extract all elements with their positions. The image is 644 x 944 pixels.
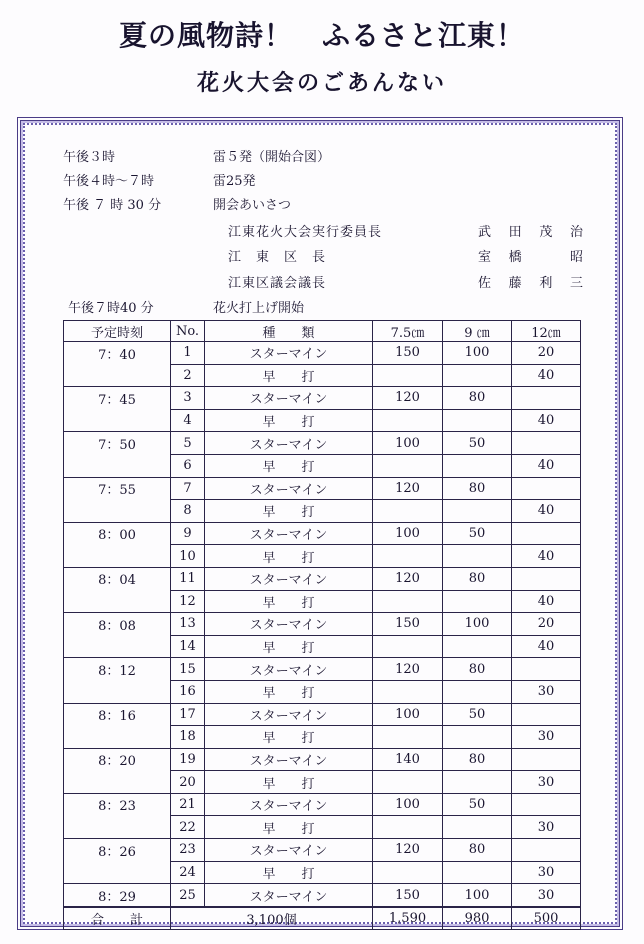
table-cell-kind: スターマイン — [205, 432, 373, 455]
table-cell-no: 15 — [171, 658, 205, 681]
table-cell-b — [443, 861, 512, 884]
table-cell-no: 13 — [171, 613, 205, 636]
column-header: 予定時刻 — [64, 321, 171, 342]
table-cell-kind: スターマイン — [205, 522, 373, 545]
table-cell-b — [443, 726, 512, 749]
table-cell-time — [64, 861, 171, 884]
table-row — [64, 545, 581, 568]
table-cell-a — [373, 500, 443, 523]
table-cell-no: 23 — [171, 839, 205, 862]
table-cell-a: 150 — [373, 884, 443, 907]
table-row — [64, 680, 581, 703]
table-cell-no: 4 — [171, 409, 205, 432]
table-cell-time — [64, 771, 171, 794]
table-cell-time: 8：26 — [64, 839, 171, 862]
table-cell-b: 50 — [443, 793, 512, 816]
table-cell-time: 8：29 — [64, 884, 171, 907]
schedule-event: 雷25発 — [213, 174, 256, 189]
table-cell-time: 8：04 — [64, 567, 171, 590]
table-row — [64, 500, 581, 523]
table-cell-c — [512, 658, 581, 681]
table-cell-kind: 早 打 — [205, 590, 373, 613]
column-header: No. — [171, 321, 205, 342]
table-cell-a: 120 — [373, 567, 443, 590]
table-row — [64, 635, 581, 658]
table-cell-no: 20 — [171, 771, 205, 794]
table-cell-no: 3 — [171, 387, 205, 410]
total-cell: 500 — [512, 907, 581, 930]
table-cell-b — [443, 364, 512, 387]
table-cell-kind: 早 打 — [205, 409, 373, 432]
table-cell-time: 8：16 — [64, 703, 171, 726]
table-cell-kind: 早 打 — [205, 726, 373, 749]
table-cell-kind: スターマイン — [205, 839, 373, 862]
table-cell-no: 14 — [171, 635, 205, 658]
table-cell-kind: 早 打 — [205, 861, 373, 884]
table-cell-kind: 早 打 — [205, 545, 373, 568]
table-row — [64, 861, 581, 884]
table-row — [64, 432, 581, 455]
table-cell-a: 100 — [373, 793, 443, 816]
guest-role: 江東花火大会実行委員長 — [228, 225, 383, 240]
table-cell-b — [443, 409, 512, 432]
table-cell-a: 150 — [373, 342, 443, 365]
table-cell-time — [64, 454, 171, 477]
table-cell-kind: スターマイン — [205, 658, 373, 681]
table-cell-a — [373, 545, 443, 568]
table-cell-kind: 早 打 — [205, 816, 373, 839]
table-cell-no: 17 — [171, 703, 205, 726]
table-cell-a: 120 — [373, 387, 443, 410]
table-row — [64, 839, 581, 862]
table-cell-c — [512, 522, 581, 545]
table-cell-b: 80 — [443, 839, 512, 862]
table-row — [64, 793, 581, 816]
table-cell-kind: スターマイン — [205, 613, 373, 636]
table-cell-c: 30 — [512, 816, 581, 839]
table-cell-b — [443, 680, 512, 703]
total-count: 3,100個 — [171, 907, 373, 930]
table-cell-time: 8：23 — [64, 793, 171, 816]
table-cell-b: 80 — [443, 748, 512, 771]
table-cell-c: 40 — [512, 590, 581, 613]
table-cell-c — [512, 432, 581, 455]
column-header: 12㎝ — [512, 321, 581, 342]
table-cell-a — [373, 771, 443, 794]
schedule-event: 雷５発（開始合図） — [213, 150, 331, 165]
schedule-time: 午後４時～７時 — [63, 174, 155, 189]
table-cell-kind: スターマイン — [205, 567, 373, 590]
table-cell-c: 30 — [512, 726, 581, 749]
table-cell-kind: 早 打 — [205, 635, 373, 658]
table-cell-no: 8 — [171, 500, 205, 523]
table-cell-no: 16 — [171, 680, 205, 703]
table-cell-kind: 早 打 — [205, 364, 373, 387]
total-cell: 1,590 — [373, 907, 443, 930]
table-cell-b: 80 — [443, 387, 512, 410]
fireworks-program-table — [63, 320, 581, 930]
table-row — [64, 613, 581, 636]
table-cell-no: 18 — [171, 726, 205, 749]
table-cell-time — [64, 590, 171, 613]
table-cell-c: 40 — [512, 635, 581, 658]
table-cell-no: 22 — [171, 816, 205, 839]
table-cell-no: 11 — [171, 567, 205, 590]
table-cell-b — [443, 635, 512, 658]
table-cell-a: 150 — [373, 613, 443, 636]
guest-role: 江東区議会議長 — [228, 276, 327, 291]
table-cell-time: 8：08 — [64, 613, 171, 636]
table-cell-time: 7：50 — [64, 432, 171, 455]
table-cell-a — [373, 454, 443, 477]
table-row — [64, 342, 581, 365]
table-row — [64, 884, 581, 907]
table-total-row — [64, 907, 581, 930]
table-cell-b: 80 — [443, 658, 512, 681]
table-cell-time — [64, 816, 171, 839]
page-subtitle: 花火大会のごあんない — [196, 71, 447, 96]
table-cell-c — [512, 793, 581, 816]
table-row — [64, 816, 581, 839]
table-cell-time: 7：40 — [64, 342, 171, 365]
guest-name: 佐藤利三 — [478, 276, 583, 291]
table-header-row — [64, 321, 581, 342]
table-cell-time — [64, 545, 171, 568]
schedule-event: 開会あいさつ — [213, 198, 292, 213]
table-cell-b — [443, 454, 512, 477]
table-cell-c: 30 — [512, 680, 581, 703]
table-row — [64, 522, 581, 545]
table-cell-no: 24 — [171, 861, 205, 884]
schedule-event: 花火打上げ開始 — [213, 301, 305, 316]
page-title: 夏の風物詩！ ふるさと江東！ — [118, 19, 525, 52]
table-cell-no: 2 — [171, 364, 205, 387]
table-cell-b: 100 — [443, 613, 512, 636]
table-cell-no: 1 — [171, 342, 205, 365]
table-cell-no: 25 — [171, 884, 205, 907]
table-cell-time: 7：45 — [64, 387, 171, 410]
table-cell-c: 40 — [512, 454, 581, 477]
table-cell-b — [443, 500, 512, 523]
table-cell-a — [373, 816, 443, 839]
table-cell-b: 50 — [443, 432, 512, 455]
table-row — [64, 590, 581, 613]
table-cell-time — [64, 680, 171, 703]
table-row — [64, 454, 581, 477]
table-cell-kind: スターマイン — [205, 748, 373, 771]
table-cell-b: 100 — [443, 342, 512, 365]
table-row — [64, 703, 581, 726]
table-cell-c: 40 — [512, 409, 581, 432]
table-cell-time: 8：20 — [64, 748, 171, 771]
table-cell-c: 40 — [512, 545, 581, 568]
schedule-time: 午後 ７ 時 30 分 — [63, 198, 162, 213]
table-cell-time: 7：55 — [64, 477, 171, 500]
table-cell-time — [64, 635, 171, 658]
table-cell-kind: 早 打 — [205, 680, 373, 703]
table-cell-b — [443, 816, 512, 839]
table-cell-b — [443, 590, 512, 613]
table-cell-time: 8：12 — [64, 658, 171, 681]
table-row — [64, 387, 581, 410]
table-cell-kind: スターマイン — [205, 342, 373, 365]
table-cell-a — [373, 590, 443, 613]
table-cell-time — [64, 409, 171, 432]
table-cell-c: 40 — [512, 500, 581, 523]
table-cell-c — [512, 567, 581, 590]
table-cell-a — [373, 635, 443, 658]
table-cell-kind: スターマイン — [205, 477, 373, 500]
table-cell-a: 120 — [373, 477, 443, 500]
table-row — [64, 658, 581, 681]
table-cell-b: 50 — [443, 703, 512, 726]
table-cell-kind: 早 打 — [205, 500, 373, 523]
table-cell-a — [373, 409, 443, 432]
table-cell-c: 20 — [512, 613, 581, 636]
table-cell-b: 80 — [443, 477, 512, 500]
table-cell-a: 140 — [373, 748, 443, 771]
table-cell-b — [443, 545, 512, 568]
table-cell-a — [373, 861, 443, 884]
schedule-time: 午後３時 — [63, 150, 116, 165]
guest-name: 武田茂治 — [478, 225, 583, 240]
table-cell-no: 12 — [171, 590, 205, 613]
table-cell-time — [64, 364, 171, 387]
table-cell-time: 8：00 — [64, 522, 171, 545]
table-cell-kind: スターマイン — [205, 387, 373, 410]
table-cell-a: 120 — [373, 658, 443, 681]
table-cell-a — [373, 680, 443, 703]
schedule-time: 午後７時40 分 — [68, 301, 154, 316]
table-cell-c — [512, 477, 581, 500]
table-cell-a: 100 — [373, 432, 443, 455]
table-cell-b — [443, 771, 512, 794]
table-cell-b: 50 — [443, 522, 512, 545]
table-cell-a — [373, 364, 443, 387]
table-row — [64, 726, 581, 749]
table-cell-c: 30 — [512, 771, 581, 794]
guest-role: 江 東 区 長 — [228, 250, 327, 265]
table-row — [64, 477, 581, 500]
table-cell-b: 100 — [443, 884, 512, 907]
table-cell-c — [512, 387, 581, 410]
table-cell-c — [512, 748, 581, 771]
table-cell-kind: 早 打 — [205, 454, 373, 477]
column-header: 9 ㎝ — [443, 321, 512, 342]
table-cell-c — [512, 703, 581, 726]
table-cell-no: 5 — [171, 432, 205, 455]
column-header: 7.5㎝ — [373, 321, 443, 342]
table-cell-c — [512, 839, 581, 862]
table-cell-kind: スターマイン — [205, 884, 373, 907]
table-row — [64, 748, 581, 771]
table-cell-kind: スターマイン — [205, 703, 373, 726]
column-header: 種 類 — [205, 321, 373, 342]
total-label: 合 計 — [64, 907, 171, 930]
table-cell-no: 10 — [171, 545, 205, 568]
table-cell-no: 21 — [171, 793, 205, 816]
total-cell: 980 — [443, 907, 512, 930]
table-cell-no: 6 — [171, 454, 205, 477]
guest-name: 室橋 昭 — [478, 250, 583, 265]
table-cell-a: 120 — [373, 839, 443, 862]
table-cell-c: 30 — [512, 861, 581, 884]
table-cell-c: 30 — [512, 884, 581, 907]
table-row — [64, 567, 581, 590]
table-cell-a: 100 — [373, 703, 443, 726]
table-cell-kind: スターマイン — [205, 793, 373, 816]
table-cell-b: 80 — [443, 567, 512, 590]
table-cell-no: 19 — [171, 748, 205, 771]
table-cell-time — [64, 500, 171, 523]
table-cell-time — [64, 726, 171, 749]
table-cell-kind: 早 打 — [205, 771, 373, 794]
table-cell-no: 9 — [171, 522, 205, 545]
table-row — [64, 409, 581, 432]
table-cell-a: 100 — [373, 522, 443, 545]
table-row — [64, 771, 581, 794]
table-cell-a — [373, 726, 443, 749]
table-cell-no: 7 — [171, 477, 205, 500]
table-row — [64, 364, 581, 387]
table-cell-c: 20 — [512, 342, 581, 365]
table-cell-c: 40 — [512, 364, 581, 387]
